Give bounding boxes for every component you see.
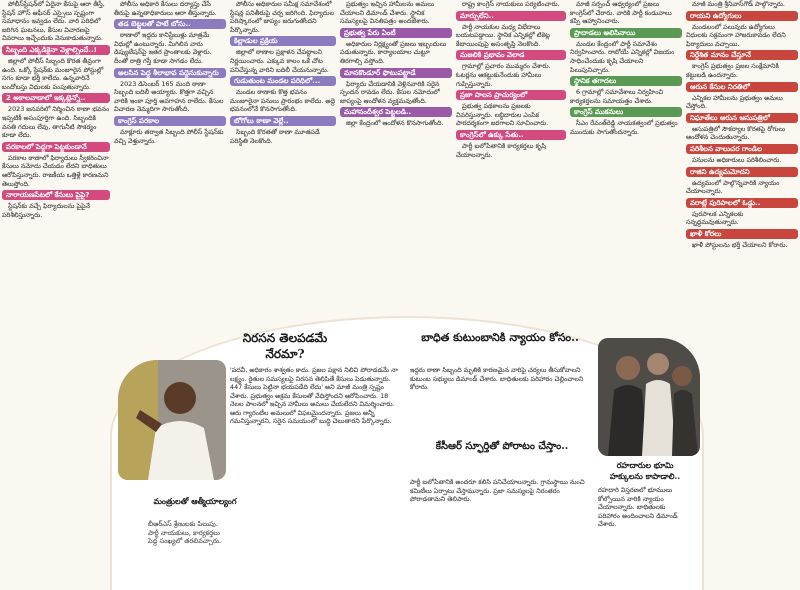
article-text: మాజీ సర్పంచ్ ఆధ్వర్యంలో ప్రజలు కాంగ్రెస్‌లో చేరారు. వారికి పార్టీ కండువాలు కప్పి ఆహ్వానించారు.: [570, 0, 672, 26]
article-text: అధికారుల నిర్లక్ష్యంతో ప్రజలు ఇబ్బందులు పడుతున్నారు. కార్యాలయాల చుట్టూ తిరగాల్సి వస్తోంది.: [340, 39, 447, 65]
section-heading: పరిశీలన వాలుచర గాండిల: [686, 144, 798, 154]
article-text: స్టేషన్‌కు వచ్చే ఫిర్యాదులను పైపైనే పరిశీలిస్తున్నారు.: [2, 202, 91, 219]
section-heading: రాజిని ఉద్యమమోదని: [686, 167, 798, 177]
section-heading: మహానందీశ్వర పెట్టలడి..: [340, 107, 452, 117]
article-text: పోలీసు అధికారుల సమీక్ష సమావేశంలో స్టేషన్ల పనితీరుపై చర్చ జరిగింది. ఫిర్యాదుల పరిష్కారంలో జాప్యం జరుగుతోందని పేర్కొన్నారు.: [230, 0, 335, 34]
article-text: మండల ఠాణాకు కొత్త భవనం మంజూరైనా పనులు ప్రారంభం కాలేదు. అద్దె భవనంలోనే కొనసాగుతోంది.: [230, 88, 336, 114]
section-heading: రాయని ఉద్యోగులు: [686, 11, 798, 21]
article-text: మాజీ మంత్రి శ్రీనివాస్‌గౌడ్ పాల్గొన్నారు.: [692, 0, 785, 8]
section-heading: కాంగ్రెస్ ముకనులు: [570, 107, 682, 117]
article-text: ప్రభుత్వ పథకాలను ప్రజలకు వివరిస్తున్నారు. లబ్ధిదారుల ఎంపిక పారదర్శకంగా జరగాలని సూచించారు.: [456, 102, 549, 128]
section-heading: అలసిన పెద్ద శీలాభావ పద్దెనుకున్నారు: [114, 68, 226, 78]
column-2: [114, 0, 226, 330]
right-story-3: రహదారి విస్తరణలో భూములు కోల్పోయిన వారికి న్యాయం చేయాలన్నారు. బాధితులకు పరిహారం అందించాలని డిమాండ్ చేశారు.: [598, 486, 678, 528]
right-headline-2: కేసీఆర్ స్ఫూర్తితో పోరాటం చేస్తాం..: [435, 441, 569, 452]
person-speaking-photo: [118, 360, 226, 480]
section-heading: నిర్దేశిత మానం చేస్తూనే: [686, 50, 798, 60]
column-3: [230, 0, 336, 330]
article-text: కాంగ్రెస్ ప్రభుత్వం ప్రజల సంక్షేమానికి కట్టుబడి ఉందన్నారు.: [686, 62, 779, 79]
article-text: ఎన్నికల హామీలను ప్రభుత్వం అమలు చేస్తోంది.: [686, 93, 783, 111]
section-heading: కిల్లాడుల ప్రక్రియ: [230, 36, 336, 46]
article-text: పురపాలక ఎన్నికలకు సన్నద్ధమవుతున్నారు.: [686, 209, 744, 227]
section-heading: ప్రాదాడలు అలిసినాయి: [570, 28, 682, 38]
section-heading: మజలికి ప్రభావం వెలాడ: [456, 50, 566, 60]
column-4: [340, 0, 452, 330]
article-text: జిల్లాలో పోలీస్ సిబ్బంది కొరత తీవ్రంగా ఉంది. ఒక్కో స్టేషన్‌కు మంజూరైన పోస్టుల్లో సగం కూడా భర్తీ కాలేదు. ఉన్నవారినే బందోబస్తు విధులకు పంపుతున్నారు.: [2, 56, 104, 91]
article-text: 2023 డిసెంబర్ 165 మంది ఠాణా సిబ్బంది బదిలీ అయ్యారు. కొత్తగా వచ్చిన వారికి ఇంకా పూర్తి అవగాహన రాలేదు. కేసుల విచారణ నెమ్మదిగా సాగుతోంది.: [114, 79, 224, 114]
article-text: జిల్లాలో ఠాణాల ప్రక్షాళన చేపట్టాలని నిర్ణయించారు. ఎక్కువ కాలం ఒకే చోట పనిచేస్తున్న వారిని బదిలీ చేయనున్నారు.: [230, 48, 329, 74]
section-heading: నారాయణపేటలో కేసులు పైపై?: [2, 190, 110, 200]
article-text: పోలీస్‌స్టేషన్‌లో ఏదైనా కేసుపై ఆరా తీస్తే, స్టేషన్ హౌస్ ఆఫీసర్ ఎస్సైలు స్పష్టంగా సమాధానం ఇవ్వడం లేదు. వారి పరిధిలో జరిగిన ఘటనలు, కేసుల విచారణపై వివరాలు ఇచ్చేందుకు వెనుకాడుతున్నారు.: [2, 0, 105, 43]
article-text: గ్రామాల్లో ప్రచారం ముమ్మరం చేశారు. ఓటర్లను ఆకట్టుకునేందుకు హామీలు గుప్పిస్తున్నారు.: [456, 62, 551, 88]
section-heading: వరాట్లే పురిపాలలో ఓడ్డు..: [686, 198, 798, 208]
section-heading: గుడుతుంట మండల పరిధిలో...: [230, 76, 336, 86]
article-text: ప్రభుత్వం ఇచ్చిన హామీలను అమలు చేయాలని డిమాండ్ చేశారు. స్థానిక సమస్యలపై వినతిపత్రం అందజేశారు.: [340, 0, 435, 26]
article-text: ఖాళీ పోస్టులను భర్తీ చేయాలని కోరారు.: [692, 240, 788, 249]
section-heading: ఆరున కేసుల నిరతిలో: [686, 82, 798, 92]
article-text: మాక్లూరు తర్వాత సిబ్బంది పోలీస్ స్టేషన్‌కు వచ్చి వెళ్తున్నారు.: [114, 127, 224, 145]
column-1: [2, 0, 110, 585]
section-heading: ఖాళీ కోరలు: [686, 229, 798, 239]
article-text: ఆసుపత్రిలో సౌకర్యాల కొరతపై రోగులు ఆందోళన చెందుతున్నారు.: [686, 124, 786, 142]
right-story: ఇద్దరు ఠాణా సిబ్బంది మృతికి కారణమైన వారిపై చర్యలు తీసుకోవాలని కుటుంబ సభ్యులు డిమాండ్ చేశారు. బాధితులకు పరిహారం చెల్లించాలని కోరారు.: [410, 366, 584, 391]
right-story-2: పార్టీ బలోపేతానికి అందరూ కలిసి పనిచేయాలన్నారు. గ్రామస్థాయి నుంచి కమిటీలు ఏర్పాటు చేస్తామన్నారు. ప్రజా సమస్యలపై నిరంతరం పోరాడతామని తెలిపారు.: [410, 478, 585, 503]
article-text: సీఎం రేవంత్‌రెడ్డి నాయకత్వంలో ప్రభుత్వం ముందుకు సాగుతోందన్నారు.: [570, 119, 678, 136]
article-text: పోలీసు అధికారి కేసులు దర్యాప్తు చేసే తీరుపై ఉన్నతాధికారులు ఆరా తీస్తున్నారు.: [114, 0, 217, 17]
section-heading: తడ బెట్టలతో పాటే బోసు..: [114, 19, 226, 29]
article-text: సిబ్బంది కొరతతో ఠాణా మూతపడే పరిస్థితి నెలకొంది.: [230, 127, 320, 145]
article-text: ఠాణాలో ఇద్దరు కానిస్టేబుళ్లు మాత్రమే విధుల్లో ఉంటున్నారు. మిగిలిన వారు డిప్యుటేషన్‌పై ఇతర ప్రాంతాలకు వెళ్లారు. దీంతో రాత్రి గస్తీ కూడా సాగడం లేదు.: [114, 31, 212, 65]
section-heading: మార్పులేని..: [456, 11, 566, 21]
article-text: 6 గ్రామాల్లో సమావేశాలు నిర్వహించి కార్యకర్తలను సమాయత్తం చేశారు.: [570, 88, 664, 105]
article-text: జిల్లా కేంద్రంలో ఆందోళన కొనసాగుతోంది.: [346, 119, 444, 128]
section-heading: మానకొండూర్ ఫొటుపట్టాడే: [340, 68, 452, 78]
article-text: మండలంలో పలువురు ఉద్యోగులు విధులకు సక్రమంగా హాజరుకావడం లేదని ఫిర్యాదులు వచ్చాయి.: [686, 22, 786, 48]
section-heading: కాంగ్రెస్‌లో ఉక్కు సేతు..: [456, 130, 566, 140]
article-text: రాష్ట్ర కాంగ్రెస్ నాయకులు పర్యటించారు.: [462, 0, 560, 8]
article-text: పనులను అధికారులు పరిశీలించారు.: [692, 155, 782, 164]
article-text: పార్టీ నాయకుల మధ్య విభేదాలు బయటపడ్డాయి. స్థానిక ఎన్నికల్లో టికెట్ల కేటాయింపుపై అసంతృప్తి నెలకొంది.: [456, 22, 550, 48]
section-heading: స్థానిక తగాదలు: [570, 76, 682, 86]
section-heading: 2 అకాలవాడాలో ఇక్కట్లెన్నో..: [2, 93, 110, 103]
section-heading: కాంగ్రెస్ పరకాల: [114, 116, 226, 126]
left-headline: నిరసన తెలపడమే నేరమా?: [242, 331, 328, 361]
person-silhouette-icon: [118, 360, 226, 480]
section-heading: పరకాలలో పెద్దగా పెట్టకుండానే: [2, 142, 110, 152]
article-text: మండల కేంద్రంలో పార్టీ సమావేశం నిర్వహించారు. రాబోయే ఎన్నికల్లో విజయం సాధించేందుకు కృషి చేయాలని పిలుపునిచ్చారు.: [570, 39, 675, 74]
right-headline-3: రహదారుల భూమి హక్కులను కాపాడాలి..: [609, 460, 681, 481]
article-text: 2023 జనవరిలో నిర్మించిన ఠాణా భవనం ఇప్పటికీ అసంపూర్తిగా ఉంది. సిబ్బందికి వసతి గదులు లేవు, తాగునీటి సౌకర్యం కూడా లేదు.: [2, 105, 110, 140]
left-story: 'పదవీ, అధికారం శాశ్వతం కాదు. ప్రజల పక్షాన నిలిచి పోరాడడమే నా లక్ష్యం. రైతుల సమస్యలపై నిరసన తెలిపితే కేసులు పెడుతున్నారు. 447 కేసులు పెట్టినా భయపడేది లేదు' అని మాజీ మంత్రి స్పష్టం చేశారు. ప్రభుత్వం అక్రమ కేసులతో వేధిస్తోందని ఆరోపించారు. 18 నెలల పాలనలో ఇచ్చిన హామీలు అమలు చేయలేదని విమర్శించారు. ఆరు గ్యారంటీల అమలులో విఫలమైందన్నారు. ప్రజలు అన్నీ గమనిస్తున్నారని, సరైన సమయంలో బుద్ధి చెబుతారని పేర్కొన్నారు.: [230, 366, 398, 425]
crowd-icon: [598, 338, 700, 456]
column-6: [570, 0, 682, 330]
left-caption-title: మంత్రులతో ఆత్మీయాల్యంగ: [153, 496, 237, 506]
section-heading: సిబ్బంది ఎక్కడికైనా వెళ్లాల్సిందే..!: [2, 45, 110, 55]
section-heading: బోగోలు ఠాణా వెల్లే..: [230, 116, 336, 126]
section-heading: నిఘాతేలు ఆరున ఆసుపత్రిలో: [686, 113, 798, 123]
section-heading: ప్రజా పాలన ప్రాచుర్యంలో: [456, 90, 566, 100]
crowd-photo: [598, 338, 700, 456]
column-7: [686, 0, 798, 585]
article-text: ఉద్యమంలో పాల్గొన్నవారికి న్యాయం చేయాలన్నారు.: [686, 178, 780, 196]
left-caption-text: బీఆర్ఎస్ శ్రేణులకు పిలుపు. పార్టీ నాయకులు, కార్యకర్తలు పెద్ద సంఖ్యలో తరలివచ్చారు.: [148, 520, 222, 546]
article-text: పార్టీ బలోపేతానికి కార్యకర్తలు కృషి చేయాలన్నారు.: [456, 141, 546, 159]
column-5: [456, 0, 566, 330]
section-heading: ప్రభుత్వ పేరు ఏంటీ: [340, 28, 452, 38]
right-headline: బాధిత కుటుంబానికి న్యాయం కోసం..: [421, 331, 579, 344]
article-text: ఫిర్యాదు చేయడానికి వెళ్లినవారికి సరైన స్పందన రావడం లేదు. కేసుల నమోదులో జాప్యంపై ఆందోళన వ్యక్తమవుతోంది.: [340, 79, 440, 105]
article-text: పరకాల ఠాణాలో ఫిర్యాదులు స్వీకరించినా కేసులు నమోదు చేయడం లేదని బాధితులు ఆరోపిస్తున్నారు. రాజకీయ ఒత్తిళ్లే కారణమని తెలుస్తోంది.: [2, 153, 109, 188]
